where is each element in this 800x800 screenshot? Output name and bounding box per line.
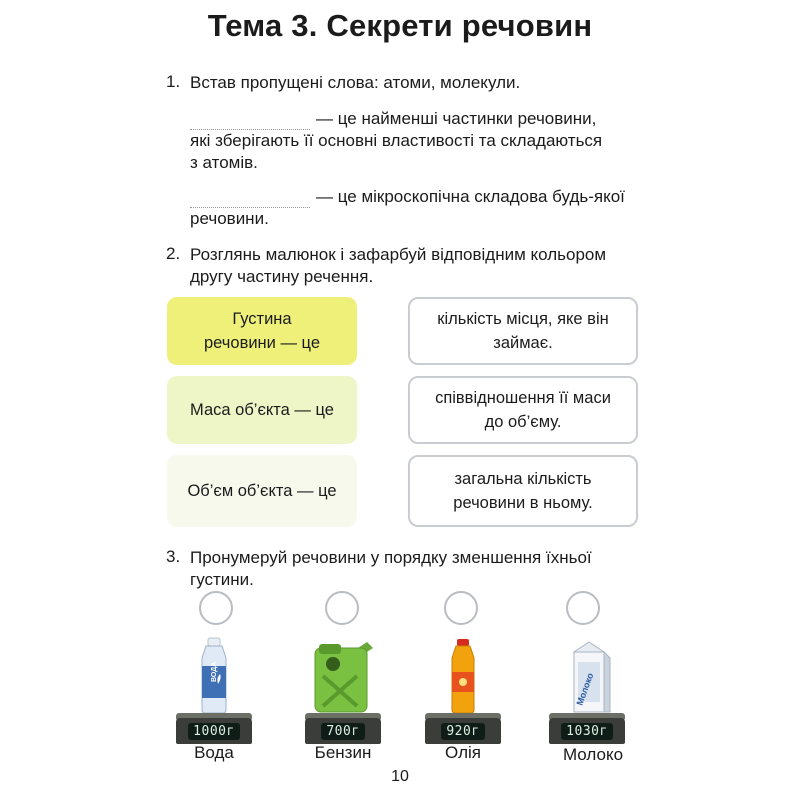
order-circle-petrol[interactable] bbox=[325, 591, 359, 625]
weight-display-oil: 920г bbox=[441, 723, 484, 740]
q1-line1: — це найменші частинки речовини, bbox=[316, 109, 597, 128]
q1-number: 1. bbox=[166, 72, 181, 91]
q3-line1: Пронумеруй речовини у порядку зменшення їхньої bbox=[190, 548, 592, 567]
ratio-line2: до об’єму. bbox=[484, 413, 562, 431]
substance-label-milk: Молоко bbox=[562, 745, 624, 764]
scale-petrol bbox=[305, 718, 381, 744]
q1-line4: — це мікроскопічна складова будь-якої bbox=[316, 187, 625, 206]
definition-start-mass[interactable] bbox=[167, 376, 357, 444]
q1-sentence-2 bbox=[190, 186, 625, 208]
q2-line1: Розглянь малюнок і зафарбуй відповідним кольором bbox=[190, 245, 607, 264]
q3-number: 3. bbox=[166, 547, 181, 566]
amount-line2: речовини в ньому. bbox=[453, 494, 593, 512]
q1-sentence-1 bbox=[190, 108, 596, 130]
definition-start-volume[interactable] bbox=[167, 455, 357, 527]
q1-line5: речовини. bbox=[190, 209, 269, 228]
density-line2: речовини — це bbox=[204, 334, 320, 352]
substance-label-petrol: Бензин bbox=[314, 743, 372, 762]
milk-carton-label: Молоко bbox=[574, 671, 596, 707]
space-line1: кількість місця, яке він bbox=[437, 310, 609, 328]
petrol-canister-icon bbox=[309, 640, 379, 714]
mass-text: Маса об’єкта — це bbox=[190, 401, 334, 419]
page-title: Тема 3. Секрети речовин bbox=[207, 8, 593, 43]
space-line2: займає. bbox=[493, 334, 553, 352]
weight-display-milk: 1030г bbox=[561, 723, 613, 740]
weight-display-water: 1000г bbox=[188, 723, 240, 740]
definition-start-density[interactable] bbox=[167, 297, 357, 365]
substance-label-water: Вода bbox=[194, 743, 234, 762]
oil-bottle-icon bbox=[445, 638, 481, 714]
water-bottle-label: ВОДА bbox=[211, 661, 218, 682]
definition-end-ratio[interactable] bbox=[408, 376, 638, 444]
milk-carton-icon bbox=[566, 640, 612, 714]
density-line1: Густина bbox=[232, 310, 292, 328]
definition-end-space[interactable] bbox=[408, 297, 638, 365]
page-number: 10 bbox=[391, 768, 409, 785]
weight-display-petrol: 700г bbox=[321, 723, 364, 740]
q2-line2: другу частину речення. bbox=[190, 267, 374, 286]
q2-number: 2. bbox=[166, 244, 181, 263]
volume-text: Об’єм об’єкта — це bbox=[187, 482, 337, 500]
q1-text: Встав пропущені слова: атоми, молекули. bbox=[190, 73, 521, 92]
scale-milk bbox=[549, 718, 625, 744]
q1-line3: з атомів. bbox=[190, 153, 258, 172]
amount-line1: загальна кількість bbox=[454, 470, 592, 488]
definition-end-amount[interactable] bbox=[408, 455, 638, 527]
ratio-line1: співвідношення її маси bbox=[435, 389, 611, 407]
water-bottle-icon bbox=[194, 636, 234, 714]
order-circle-oil[interactable] bbox=[444, 591, 478, 625]
scale-oil bbox=[425, 718, 501, 744]
substance-label-oil: Олія bbox=[445, 743, 481, 762]
order-circle-water[interactable] bbox=[199, 591, 233, 625]
order-circle-milk[interactable] bbox=[566, 591, 600, 625]
q1-line2: які зберігають її основні властивості та складаються bbox=[190, 131, 603, 150]
scale-water bbox=[176, 718, 252, 744]
q3-line2: густини. bbox=[190, 570, 254, 589]
